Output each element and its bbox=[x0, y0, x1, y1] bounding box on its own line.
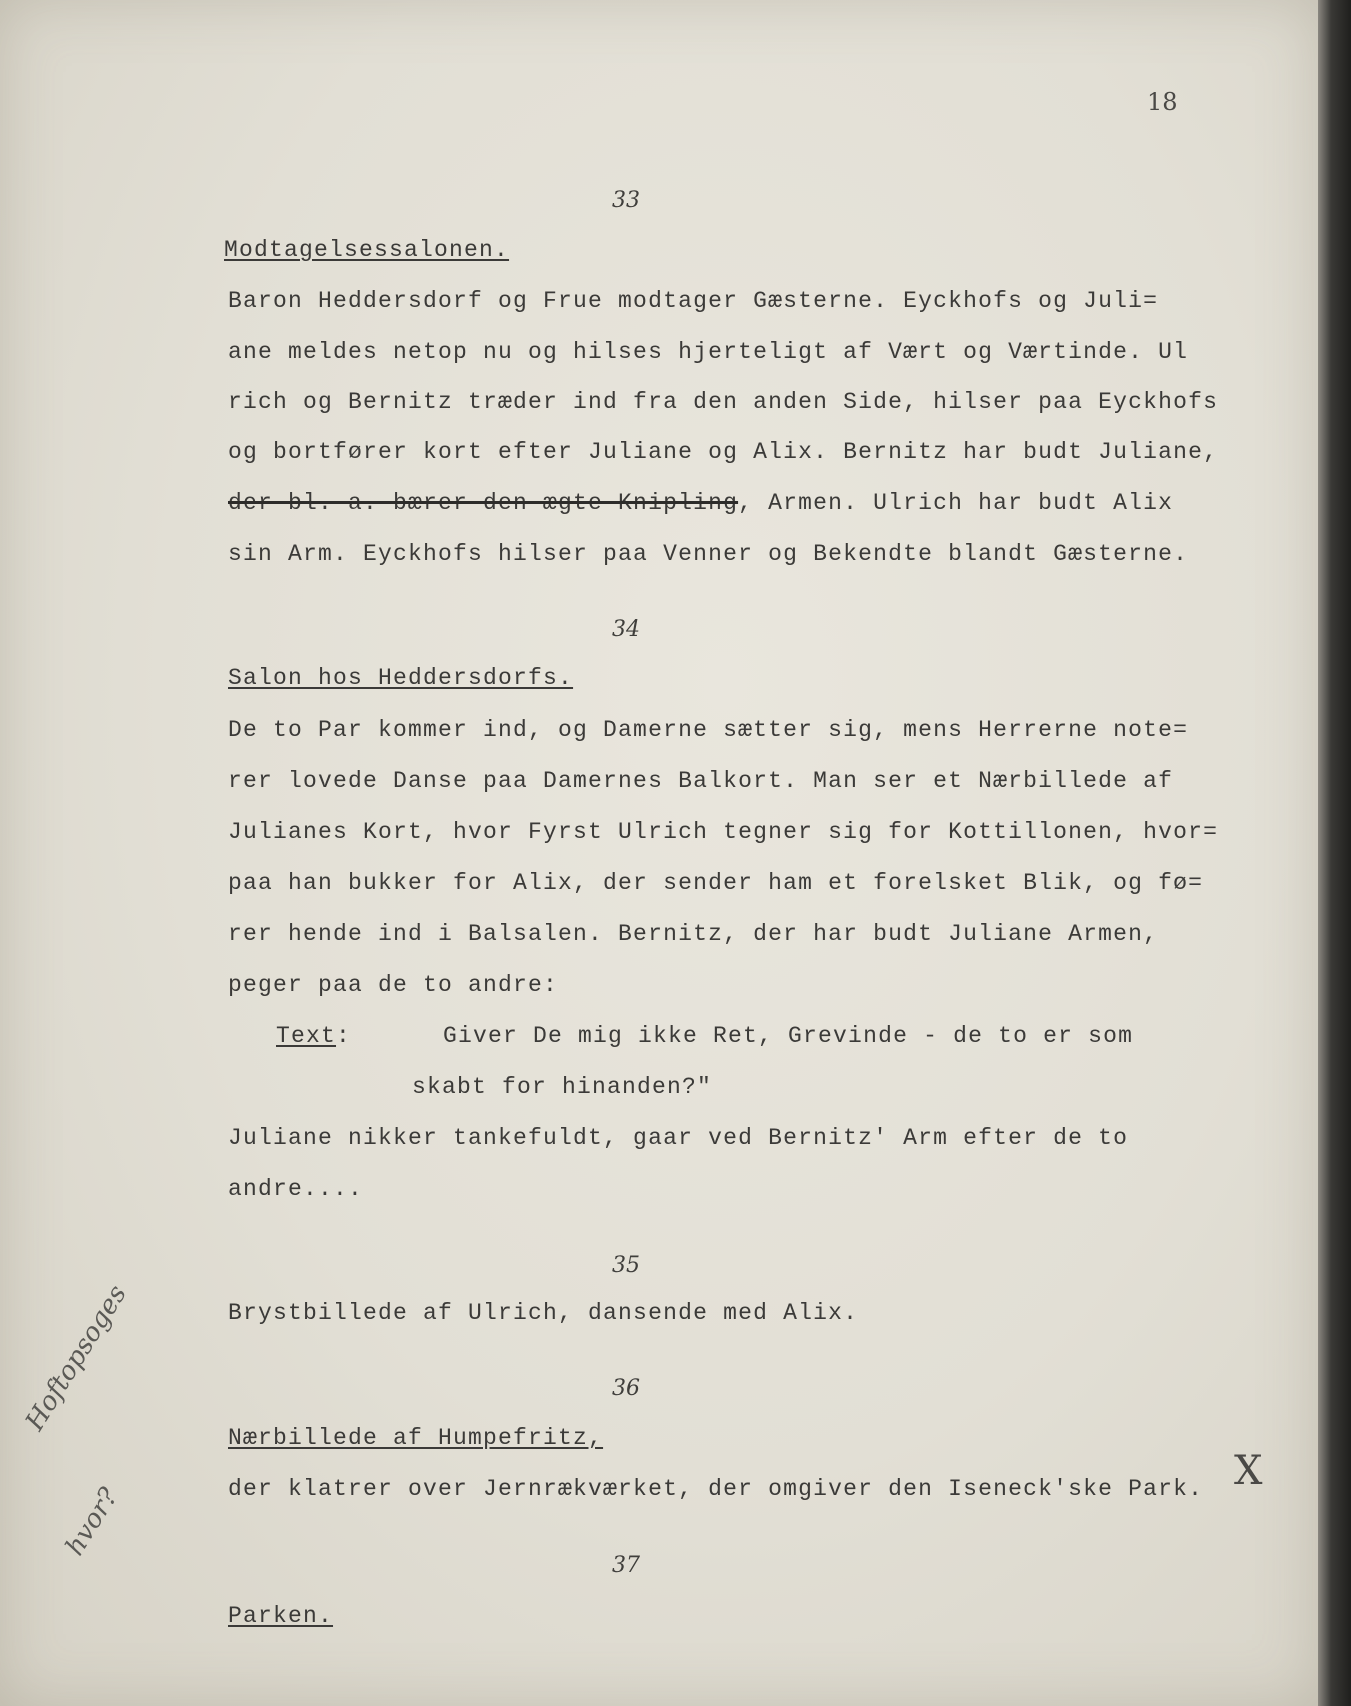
scene-34-line-5: rer hende ind i Balsalen. Bernitz, der har budt Juliane Armen, bbox=[228, 921, 1159, 947]
dialogue-line-1: Giver De mig ikke Ret, Grevinde - de to er som bbox=[443, 1023, 1134, 1049]
text-label-colon: : bbox=[336, 1023, 352, 1049]
text-label: Text bbox=[276, 1023, 337, 1049]
dialogue-label bbox=[276, 1023, 351, 1049]
scene-heading-34: Salon hos Heddersdorfs. bbox=[228, 665, 574, 691]
scene-34-line-2: rer lovede Danse paa Damernes Balkort. Man ser et Nærbillede af bbox=[228, 768, 1174, 794]
scene-34-line-1: De to Par kommer ind, og Damerne sætter sig, mens Herrerne note= bbox=[228, 717, 1189, 743]
scene-34-line-6: peger paa de to andre: bbox=[228, 972, 559, 998]
scene-number-36: 36 bbox=[612, 1376, 640, 1401]
scene-heading-33: Modtagelsessalonen. bbox=[224, 237, 510, 263]
scene-33-line-5 bbox=[228, 490, 1173, 516]
scene-34-after-line-2: andre.... bbox=[228, 1176, 364, 1202]
scene-number-35: 35 bbox=[612, 1253, 640, 1278]
scene-33-line-6: sin Arm. Eyckhofs hilser paa Venner og Bekendte blandt Gæsterne. bbox=[228, 541, 1189, 567]
scene-33-line-5-rest: , Armen. Ulrich har budt Alix bbox=[738, 490, 1174, 516]
scene-number-34: 34 bbox=[612, 617, 640, 642]
margin-x-mark: X bbox=[1234, 1448, 1263, 1494]
scene-heading-36: Nærbillede af Humpefritz, bbox=[228, 1425, 604, 1451]
scene-33-line-3: rich og Bernitz træder ind fra den anden Side, hilser paa Eyckhofs bbox=[228, 389, 1219, 415]
scene-number-33: 33 bbox=[612, 188, 640, 213]
struck-out-text: der bl. a. bærer den ægte Knipling bbox=[228, 490, 739, 516]
scene-heading-37: Parken. bbox=[228, 1603, 334, 1629]
margin-handwriting-line-2: hvor? bbox=[60, 1482, 125, 1561]
dialogue-line-2: skabt for hinanden?" bbox=[412, 1074, 713, 1100]
scene-34-line-3: Julianes Kort, hvor Fyrst Ulrich tegner sig for Kottillonen, hvor= bbox=[228, 819, 1219, 845]
scene-34-line-4: paa han bukker for Alix, der sender ham et forelsket Blik, og fø= bbox=[228, 870, 1204, 896]
scene-33-line-4: og bortfører kort efter Juliane og Alix. Bernitz har budt Juliane, bbox=[228, 439, 1219, 465]
scene-33-line-2: ane meldes netop nu og hilses hjerteligt af Vært og Værtinde. Ul bbox=[228, 339, 1189, 365]
scan-edge bbox=[1318, 0, 1351, 1706]
scene-34-after-line-1: Juliane nikker tankefuldt, gaar ved Bernitz' Arm efter de to bbox=[228, 1125, 1129, 1151]
page-number: 18 bbox=[1147, 88, 1178, 116]
margin-handwriting-line-1: Hoftopsoges bbox=[20, 1280, 133, 1436]
scene-number-37: 37 bbox=[612, 1553, 640, 1578]
scene-36-line: der klatrer over Jernrækværket, der omgiver den Iseneck'ske Park. bbox=[228, 1476, 1204, 1502]
scene-33-line-1: Baron Heddersdorf og Frue modtager Gæsterne. Eyckhofs og Juli= bbox=[228, 288, 1159, 314]
scene-35-line: Brystbillede af Ulrich, dansende med Alix. bbox=[228, 1300, 859, 1326]
